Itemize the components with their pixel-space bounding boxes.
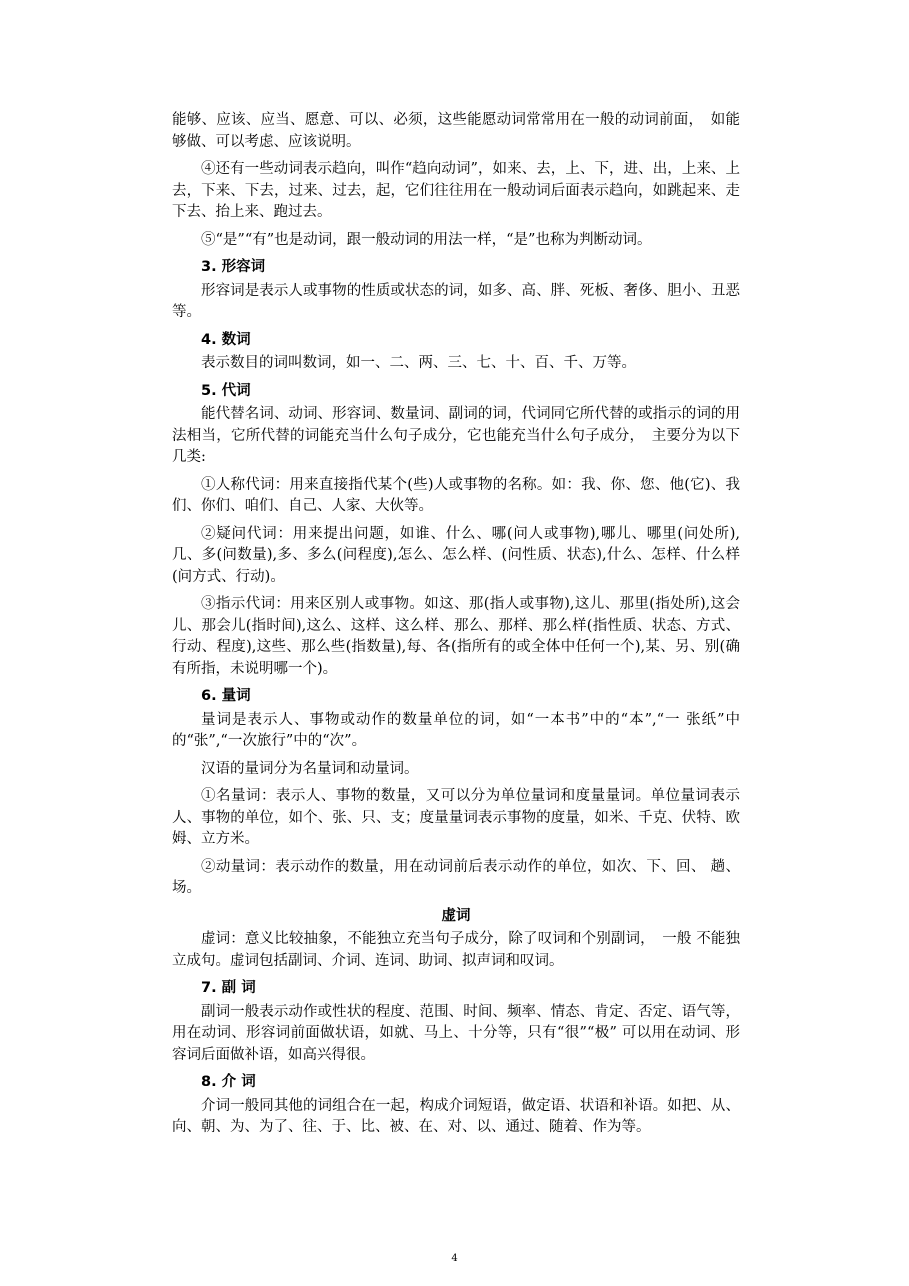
paragraph-adjectives: 形容词是表示人或事物的性质或状态的词，如多、高、胖、死板、奢侈、胆小、丑恶等。	[172, 282, 740, 320]
paragraph-prepositions: 介词一般同其他的词组合在一起，构成介词短语，做定语、状语和补语。如把、从、向、朝、为、为了、往、于、比、被、在、对、以、通过、随着、作为等。	[172, 1097, 740, 1135]
heading-function-words: 虚词	[441, 907, 471, 924]
paragraph-adverbs: 副词一般表示动作或性状的程度、范围、时间、频率、情态、肯定、否定、语气等，用在动词、形容词前面做状语，如就、马上、十分等，只有“很”“极” 可以用在动词、形容词后面做补语，如高兴得很。	[172, 1003, 740, 1063]
heading-adverbs: 7. 副 词	[201, 980, 256, 996]
paragraph-interrogative-pronouns: ②疑问代词：用来提出问题，如谁、什么、哪(问人或事物),哪儿、哪里(问处所),几、多(问数量),多、多么(问程度),怎么、怎么样、(问性质、状态),什么、怎样、什么样(问方式、行动)。	[172, 525, 740, 585]
paragraph-nominal-measure: ①名量词：表示人、事物的数量，又可以分为单位量词和度量量词。单位量词表示人、事物的单位，如个、张、只、支；度量量词表示事物的度量，如米、千克、伏特、欧姆、立方米。	[172, 788, 740, 847]
paragraph-judgment-verbs: ⑤“是”“有”也是动词，跟一般动词的用法一样，“是”也称为判断动词。	[201, 231, 652, 248]
paragraph-demonstrative-pronouns: ③指示代词：用来区别人或事物。如这、那(指人或事物),这儿、那里(指处所),这会儿、那会儿(指时间),这么、这样、这么样、那么、那样、那么样(指性质、状态、方式、行动、程度),这些、那么些(指数量),每、各(指所有的或全体中任何一个),某、另、别(确有所指，未说明哪一个)。	[172, 596, 740, 677]
paragraph-numerals: 表示数目的词叫数词，如一、二、两、三、七、十、百、千、万等。	[201, 355, 636, 371]
paragraph-personal-pronouns: ①人称代词：用来直接指代某个(些)人或事物的名称。如：我、你、您、他(它)、我们、你们、咱们、自己、人家、大伙等。	[172, 476, 740, 514]
page-number: 4	[451, 1253, 458, 1264]
paragraph-function-words: 虚词：意义比较抽象，不能独立充当句子成分，除了叹词和个别副词， 一般 不能独立成句。虚词包括副词、介词、连词、助词、拟声词和叹词。	[172, 931, 740, 969]
paragraph-verbal-measure: ②动量词：表示动作的数量，用在动词前后表示动作的单位，如次、下、回、 趟、场。	[172, 858, 740, 896]
document-body	[172, 110, 740, 1145]
paragraph-pronouns: 能代替名词、动词、形容词、数量词、副词的词，代词同它所代替的或指示的词的用法相当，它所代替的词能充当什么句子成分，它也能充当什么句子成分， 主要分为以下几类:	[172, 406, 740, 465]
heading-pronouns: 5. 代词	[201, 382, 251, 399]
heading-numerals: 4. 数词	[201, 331, 251, 348]
heading-prepositions: 8. 介 词	[201, 1074, 256, 1090]
paragraph-directional-verbs: ④还有一些动词表示趋向，叫作“趋向动词”，如来、去，上、下，进、出，上来、上去，下来、下去，过来、过去，起，它们往往用在一般动词后面表示趋向，如跳起来、走下去、抬上来、跑过去。	[172, 161, 740, 220]
paragraph-modal-verbs: 能够、应该、应当、愿意、可以、必须，这些能愿动词常常用在一般的动词前面， 如能够做、可以考虑、应该说明。	[172, 112, 740, 150]
heading-adjectives: 3. 形容词	[201, 259, 266, 275]
paragraph-measure-words: 量词是表示人、事物或动作的数量单位的词，如“一本书”中的“本”,“一 张纸”中的“张”,“一次旅行”中的“次”。	[172, 711, 740, 749]
paragraph-measure-types: 汉语的量词分为名量词和动量词。	[201, 760, 419, 777]
heading-measure-words: 6. 量词	[201, 688, 251, 704]
